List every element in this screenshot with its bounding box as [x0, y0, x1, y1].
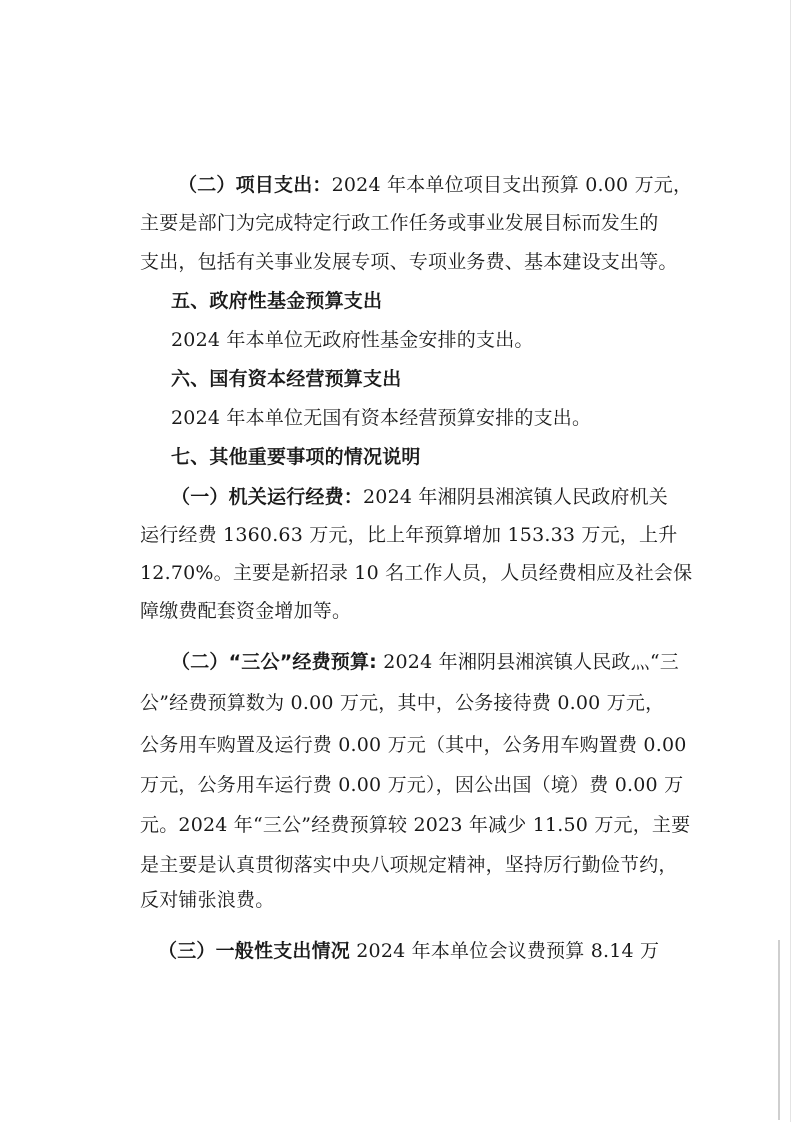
line-text: 反对铺张浪费。 [140, 889, 275, 911]
scan-edge-mark [778, 940, 780, 1120]
line-text: 是主要是认真贯彻落实中央八项规定精神，坚持厉行勤俭节约， [140, 854, 678, 876]
line-text: 障缴费配套资金增加等。 [140, 600, 352, 622]
paragraph-line [140, 887, 274, 913]
subsection-label: （一）机关运行经费： [171, 486, 364, 508]
paragraph-line [140, 812, 690, 838]
line-text: 公”经费预算数为 0.00 万元，其中，公务接待费 0.00 万元， [140, 692, 665, 714]
line-text: 元。2024 年“三公”经费预算较 2023 年减少 11.50 万元，主要 [140, 814, 691, 836]
paragraph-line [171, 649, 679, 675]
subsection-label: （三）一般性支出情况 [158, 940, 351, 962]
paragraph-line [140, 690, 664, 716]
paragraph-line [140, 210, 658, 236]
paragraph-line [140, 772, 683, 798]
paragraph-line [140, 249, 678, 275]
paragraph-line [171, 327, 534, 353]
page-edge [790, 0, 791, 1122]
line-text: 2024 年本单位项目支出预算 0.00 万元， [331, 174, 693, 196]
line-text: 万元，公务用车运行费 0.00 万元），因公出国（境）费 0.00 万 [140, 774, 684, 796]
line-text: 2024 年湘阴县湘滨镇人民政府机关 [363, 486, 669, 508]
line-text: 2024 年本单位无政府性基金安排的支出。 [171, 329, 534, 351]
paragraph-line [178, 172, 692, 198]
line-text: 主要是部门为完成特定行政工作任务或事业发展目标而发生的 [140, 212, 659, 234]
line-text: 公务用车购置及运行费 0.00 万元（其中，公务用车购置费 0.00 [140, 734, 687, 756]
paragraph-line [140, 598, 351, 624]
section-heading: 五、政府性基金预算支出 [171, 290, 383, 312]
line-text: 2024 年湘阴县湘滨镇人民政⺣“三 [376, 651, 679, 673]
section-heading: 七、其他重要事项的情况说明 [171, 446, 421, 468]
section-heading: 六、国有资本经营预算支出 [171, 368, 402, 390]
paragraph-line [140, 522, 677, 548]
paragraph-line [171, 405, 591, 431]
subsection-label: （二）项目支出： [178, 174, 332, 196]
line-text: 支出，包括有关事业发展专项、专项业务费、基本建设支出等。 [140, 251, 678, 273]
line-text: 2024 年本单位会议费预算 8.14 万 [350, 940, 660, 962]
paragraph-line [171, 484, 668, 510]
paragraph-line [140, 852, 678, 878]
paragraph-line [140, 560, 692, 586]
subsection-label: （二）“三公”经费预算: [171, 651, 377, 673]
line-text: 运行经费 1360.63 万元，比上年预算增加 153.33 万元，上升 [140, 524, 678, 546]
line-text: 12.70%。主要是新招录 10 名工作人员，人员经费相应及社会保 [140, 562, 693, 584]
line-text: 2024 年本单位无国有资本经营预算安排的支出。 [171, 407, 592, 429]
paragraph-line [158, 938, 659, 964]
paragraph-line [140, 732, 687, 758]
